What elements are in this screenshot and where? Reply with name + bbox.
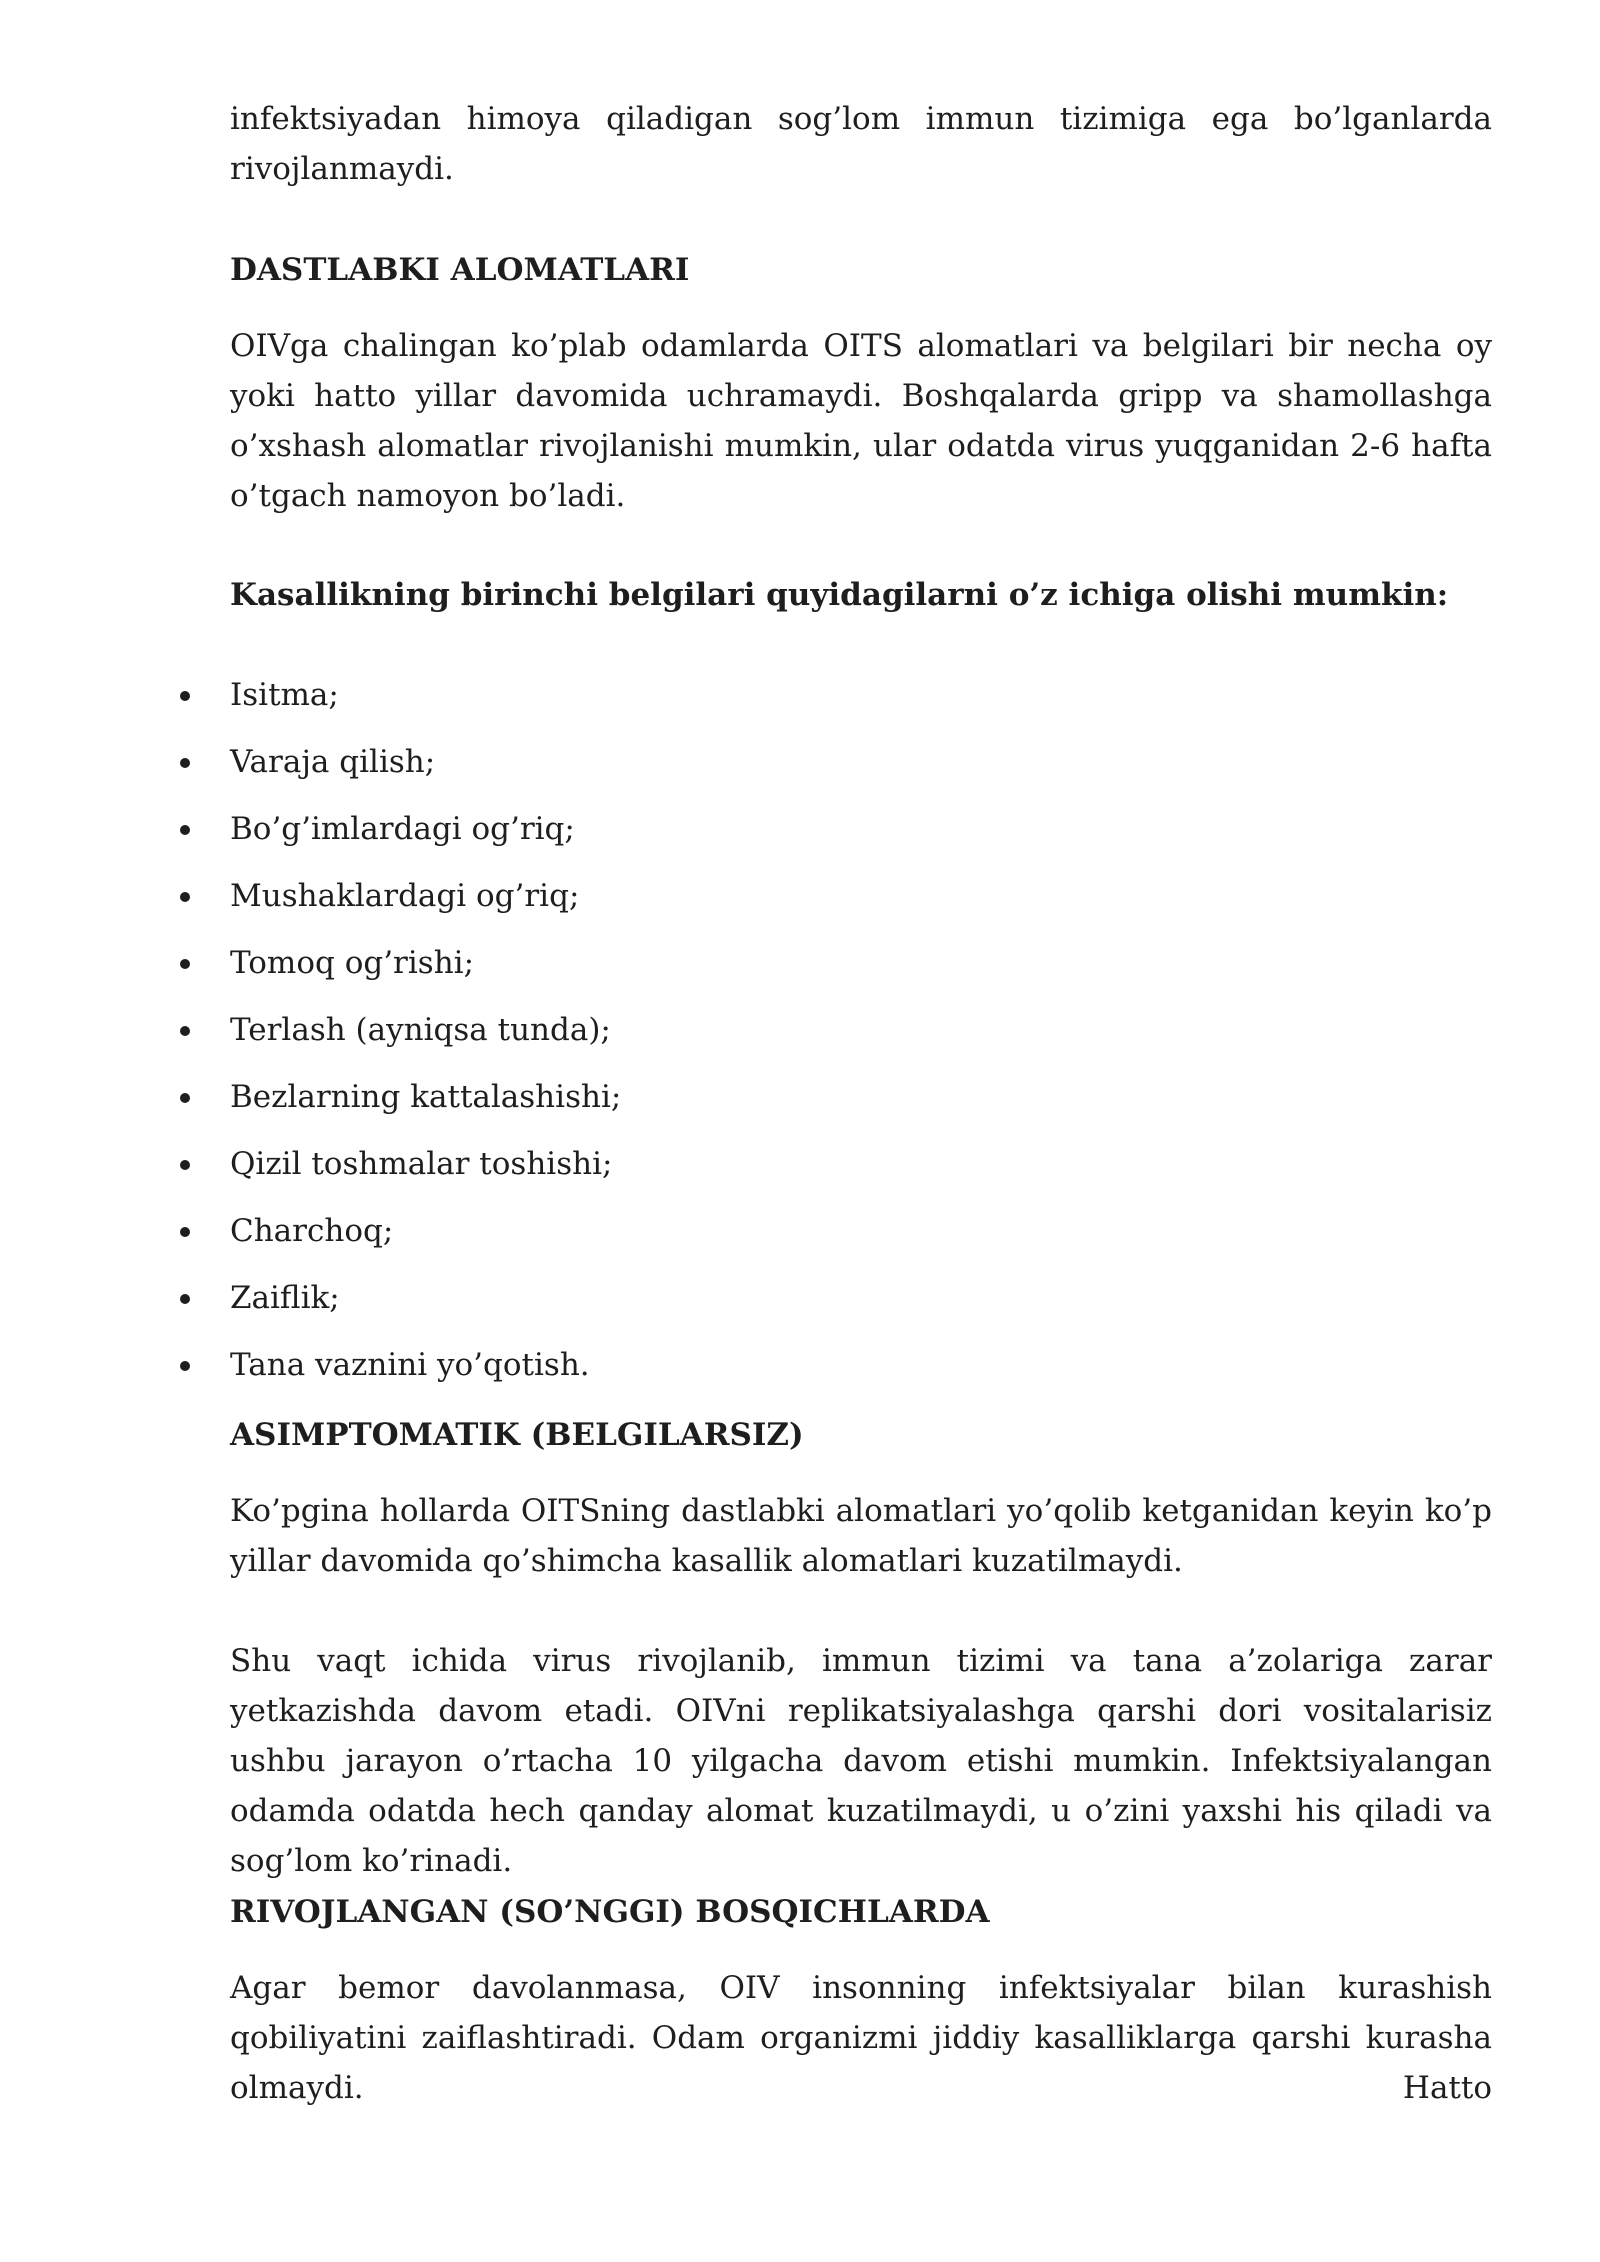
- bullet-icon: [180, 691, 190, 701]
- bullet-icon: [180, 1160, 190, 1170]
- list-item: [0, 1072, 1600, 1139]
- list-item: [0, 1273, 1600, 1340]
- symptoms-list: [0, 670, 1600, 1407]
- list-item-label: Charchoq;: [230, 1213, 394, 1249]
- list-item: [0, 871, 1600, 938]
- list-item: [0, 1139, 1600, 1206]
- list-item-label: Isitma;: [230, 677, 339, 713]
- list-item: [0, 938, 1600, 1005]
- intro-continuation: infektsiyadan himoya qiladigan sog’lom immun tizimiga ega bo’lganlarda rivojlanmaydi.: [230, 101, 1492, 187]
- list-item-label: Tomoq og’rishi;: [230, 945, 475, 981]
- list-item: [0, 1005, 1600, 1072]
- section-heading-asymptomatic: ASIMPTOMATIK (BELGILARSIZ): [230, 1417, 804, 1453]
- list-item: [0, 737, 1600, 804]
- bullet-icon: [180, 1227, 190, 1237]
- list-item-label: Qizil toshmalar toshishi;: [230, 1146, 613, 1182]
- list-item: [0, 1340, 1600, 1407]
- advanced-stages-paragraph: Agar bemor davolanmasa, OIV insonning infektsiyalar bilan kurashish qobiliyatini zaiflashtiradi. Odam organizmi jiddiy kasalliklarga qarshi kurasha olmaydi. Hatto: [230, 1970, 1492, 2106]
- bullet-icon: [180, 1026, 190, 1036]
- bullet-icon: [180, 758, 190, 768]
- asymptomatic-paragraph-1: Ko’pgina hollarda OITSning dastlabki alomatlari yo’qolib ketganidan keyin ko’p yillar davomida qo’shimcha kasallik alomatlari kuzatilmaydi.: [230, 1493, 1492, 1579]
- section-heading-advanced-stages: RIVOJLANGAN (SO’NGGI) BOSQICHLARDA: [230, 1894, 990, 1930]
- list-item-label: Bo’g’imlardagi og’riq;: [230, 811, 575, 847]
- list-item-label: Tana vaznini yo’qotish.: [230, 1347, 590, 1383]
- bullet-icon: [180, 959, 190, 969]
- list-item: [0, 1206, 1600, 1273]
- asymptomatic-paragraph-2: Shu vaqt ichida virus rivojlanib, immun tizimi va tana a’zolariga zarar yetkazishda davom etadi. OIVni replikatsiyalashga qarshi dori vositalarisiz ushbu jarayon o’rtacha 10 yilgacha davom etishi mumkin. Infektsiyalangan odamda odatda hech qanday alomat kuzatilmaydi, u o’zini yaxshi his qiladi va sog’lom ko’rinadi.: [230, 1643, 1492, 1879]
- list-item-label: Varaja qilish;: [230, 744, 436, 780]
- list-item-label: Mushaklardagi og’riq;: [230, 878, 580, 914]
- symptoms-list-intro: Kasallikning birinchi belgilari quyidagilarni o’z ichiga olishi mumkin:: [230, 577, 1449, 613]
- bullet-icon: [180, 1093, 190, 1103]
- bullet-icon: [180, 1294, 190, 1304]
- list-item: [0, 670, 1600, 737]
- list-item-label: Bezlarning kattalashishi;: [230, 1079, 622, 1115]
- bullet-icon: [180, 825, 190, 835]
- bullet-icon: [180, 1361, 190, 1371]
- list-item: [0, 804, 1600, 871]
- section-heading-initial-symptoms: DASTLABKI ALOMATLARI: [230, 252, 690, 288]
- list-item-label: Zaiflik;: [230, 1280, 340, 1316]
- initial-symptoms-paragraph: OIVga chalingan ko’plab odamlarda OITS alomatlari va belgilari bir necha oy yoki hatto yillar davomida uchramaydi. Boshqalarda gripp va shamollashga o’xshash alomatlar rivojlanishi mumkin, ular odatda virus yuqganidan 2-6 hafta o’tgach namoyon bo’ladi.: [230, 328, 1492, 514]
- list-item-label: Terlash (ayniqsa tunda);: [230, 1012, 611, 1048]
- bullet-icon: [180, 892, 190, 902]
